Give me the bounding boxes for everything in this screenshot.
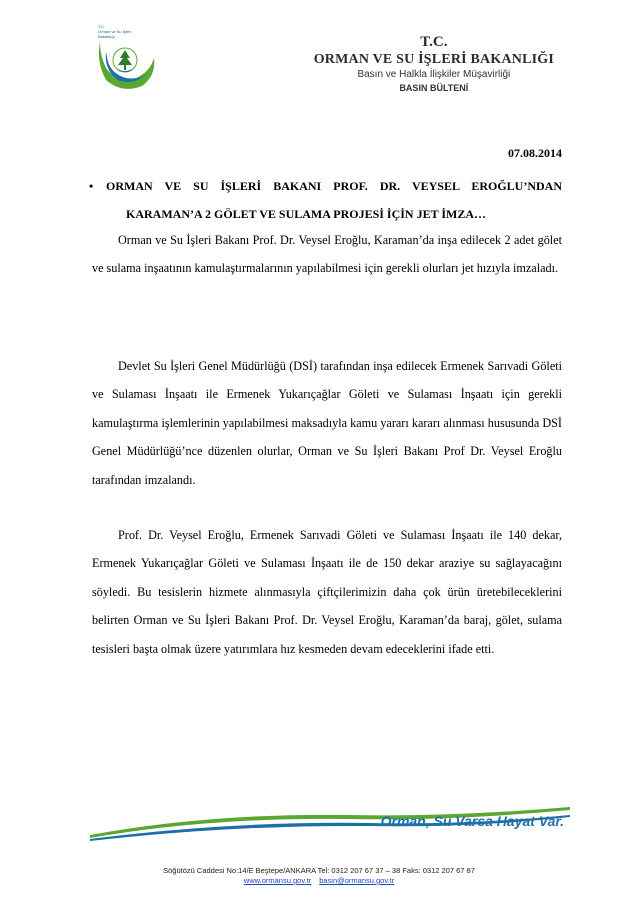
header-bulletin: BASIN BÜLTENİ	[399, 83, 469, 93]
letterhead	[314, 34, 554, 94]
slogan-band	[90, 805, 570, 841]
title-line-1: ORMAN VE SU İŞLERİ BAKANI PROF. DR. VEYSEL EROĞLU’NDAN	[106, 179, 562, 193]
footer	[0, 866, 638, 886]
header-press-office: Basın ve Halkla İlişkiler Müşavirliği	[357, 69, 511, 80]
email-link[interactable]: basin@ormansu.gov.tr	[319, 876, 395, 885]
body-paragraph-2: Devlet Su İşleri Genel Müdürlüğü (DSİ) tarafından inşa edilecek Ermenek Sarıvadi Göleti ve Sulaması İnşaatı ile Ermenek Yukarıçağlar Göleti ve Sulaması İnşaatı için gerekli kamulaştırma işlemlerinin yapılabilmesi maksadıyla kamu yararı kararı alınması hususunda DSİ Genel Müdürlüğü’nce düzenlen olurlar, Orman ve Su İşleri Bakanı Prof Dr. Veysel Eroğlu tarafından imzalandı.	[92, 359, 562, 487]
bulletin-date: 07.08.2014	[508, 146, 562, 160]
footer-address: Söğütözü Caddesi No:14/E Beştepe/ANKARA Tel: 0312 207 67 37 – 38 Faks: 0312 207 67 87	[163, 866, 475, 875]
bullet-icon: •	[89, 179, 94, 193]
website-link[interactable]: www.ormansu.gov.tr	[243, 876, 312, 885]
logo-text: T.C. Orman ve Su İşleri Bakanlığı	[98, 24, 132, 39]
body-paragraph-1: Orman ve Su İşleri Bakanı Prof. Dr. Veysel Eroğlu, Karaman’da inşa edilecek 2 adet gölet ve sulama inşaatının kamulaştırmalarının yapılabilmesi için gerekli olurları jet hızıyla imzaladı.	[92, 233, 562, 276]
title-line-2: KARAMAN’A 2 GÖLET VE SULAMA PROJESİ İÇİN JET İMZA…	[126, 207, 487, 221]
slogan-text: Orman, Su Varsa Hayat Var.	[380, 813, 564, 829]
body-paragraph-3: Prof. Dr. Veysel Eroğlu, Ermenek Sarıvadi Göleti ve Sulaması İnşaatı ile 140 dekar, Ermenek Yukarıçağlar Göleti ve Sulaması İnşaatı ile de 150 dekar araziye su sağlayacağını söyledi. Bu tesislerin hizmete alınmasıyla çiftçilerimizin daha çok ürün üretebileceklerini belirten Orman ve Su İşleri Bakanı Prof. Dr. Veysel Eroğlu, Karaman’da baraj, gölet, sulama tesisleri başta olmak üzere yatırımlara hız kesmeden devam edeceklerini ifade etti.	[92, 528, 562, 656]
footer-links	[0, 876, 638, 886]
ministry-logo	[92, 22, 162, 94]
header-tc: T.C.	[420, 34, 448, 50]
header-ministry-name: ORMAN VE SU İŞLERİ BAKANLIĞI	[313, 52, 554, 67]
bulletin-title	[89, 178, 562, 222]
